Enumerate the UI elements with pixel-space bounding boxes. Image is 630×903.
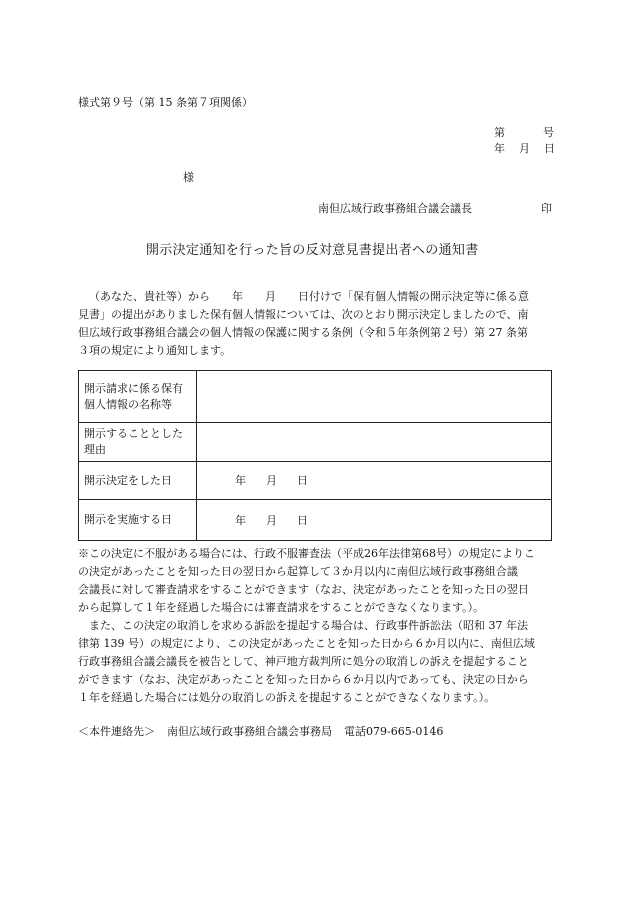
disclosure-info-table <box>78 370 552 541</box>
table-row <box>79 500 552 541</box>
issue-date-year: 年 <box>494 142 505 155</box>
notes-section <box>78 545 556 707</box>
notes-line: また、この決定の取消しを求める訴訟を提起する場合は、行政事件訴訟法（昭和 37 年法 <box>78 619 528 632</box>
body-line: （あなた、貴社等）から 年 月 日付けで「保有個人情報の開示決定等に係る意 <box>89 290 529 303</box>
row-value-reason <box>197 423 552 462</box>
decision-date-year: 年 <box>235 474 246 487</box>
decision-date-day: 日 <box>297 474 308 487</box>
decision-date-month: 月 <box>266 474 277 487</box>
implementation-date-day: 日 <box>297 513 308 527</box>
table-row <box>79 423 552 462</box>
body-paragraph <box>78 288 556 360</box>
row-label-reason: 開示することとした理由 <box>79 423 197 462</box>
row-label-info-name: 開示請求に係る保有個人情報の名称等 <box>79 371 197 423</box>
notes-line: ※この決定に不服がある場合には、行政不服審査法（平成26年法律第68号）の規定によりこ <box>78 547 535 560</box>
contact-info <box>78 726 443 737</box>
table-row <box>79 371 552 423</box>
body-line: 但広域行政事務組合議会の個人情報の保護に関する条例（令和５年条例第２号）第 27 条第 <box>78 326 528 339</box>
notes-line: から起算して１年を経過した場合には審査請求をすることができなくなります。）。 <box>78 601 485 614</box>
contact-phone: 電話079-665-0146 <box>344 725 444 738</box>
issue-date <box>494 143 555 154</box>
implementation-date-year: 年 <box>235 513 246 527</box>
implementation-date-month: 月 <box>266 513 277 527</box>
notes-line: 会議長に対して審査請求をすることができます（なお、決定があったことを知った日の翌日 <box>78 583 529 596</box>
issue-date-month: 月 <box>519 142 530 155</box>
body-line: ３項の規定により通知します。 <box>78 344 232 357</box>
notes-line: 行政事務組合議会議長を被告として、神戸地方裁判所に処分の取消しの訴えを提起すること <box>78 655 529 668</box>
notes-line: 律第 139 号）の規定により、この決定があったことを知った日から６か月以内に、南但広域 <box>78 637 535 650</box>
row-value-info-name <box>197 371 552 423</box>
contact-office: 南但広域行政事務組合議会事務局 <box>167 725 332 738</box>
sender-title: 南但広域行政事務組合議会議長 <box>318 202 472 215</box>
row-label-implementation-date: 開示を実施する日 <box>79 500 197 541</box>
seal-mark: 印 <box>541 202 552 215</box>
notes-line: １年を経過した場合には処分の取消しの訴えを提起することができなくなります。）。 <box>78 691 496 704</box>
row-value-decision-date <box>197 462 552 500</box>
table-row <box>79 462 552 500</box>
contact-label: ＜本件連絡先＞ <box>78 725 155 738</box>
document-title: 開示決定通知を行った旨の反対意見書提出者への通知書 <box>146 243 479 258</box>
recipient-suffix: 様 <box>183 171 194 184</box>
issue-number-prefix: 第 <box>494 126 505 139</box>
issue-number <box>494 127 554 138</box>
row-label-decision-date: 開示決定をした日 <box>79 462 197 500</box>
body-line: 見書」の提出がありました保有個人情報については、次のとおり開示決定しましたので、南 <box>78 308 529 321</box>
issue-date-day: 日 <box>544 142 555 155</box>
notes-line: ができます（なお、決定があったことを知った日から６か月以内であっても、決定の日から <box>78 673 529 686</box>
issue-number-suffix: 号 <box>543 126 554 139</box>
notes-line: の決定があったことを知った日の翌日から起算して３か月以内に南但広域行政事務組合議 <box>78 565 518 578</box>
form-reference: 様式第９号（第 15 条第７項関係） <box>78 96 253 109</box>
row-value-implementation-date <box>197 500 552 541</box>
